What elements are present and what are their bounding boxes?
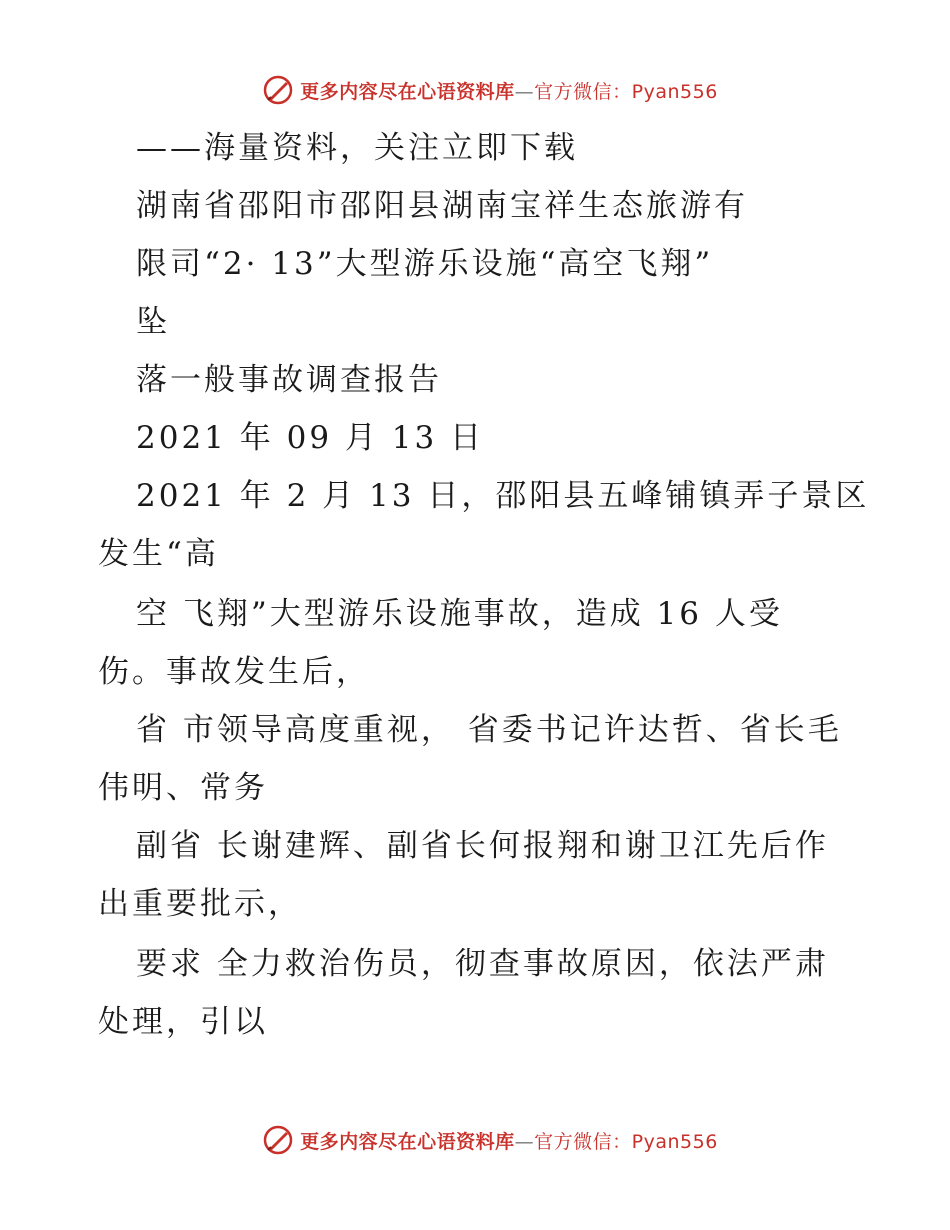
watermark-wechat: 官方微信：Pyan556 <box>534 1130 718 1153</box>
text-line: 处理，引以 <box>98 1004 268 1040</box>
text-line: 落一般事故调查报告 <box>136 362 442 398</box>
header-watermark-inner <box>262 74 718 106</box>
header-watermark-banner <box>0 70 950 110</box>
text-line: 要求 全力救治伤员，彻查事故原因，依法严肃 <box>136 946 829 982</box>
text-line: 省 市领导高度重视， 省委书记许达哲、省长毛 <box>136 712 842 748</box>
watermark-brand: 更多内容尽在心语资料库 <box>300 80 515 103</box>
watermark-separator: — <box>514 80 535 103</box>
text-line: 伟明、常务 <box>98 770 268 806</box>
text-line: 2021 年 09 月 13 日 <box>136 420 485 456</box>
text-line: 伤。事故发生后， <box>98 654 370 690</box>
text-line: 湖南省邵阳市邵阳县湖南宝祥生态旅游有 <box>136 188 748 224</box>
text-line: 坠 <box>136 304 170 340</box>
footer-watermark-banner <box>0 1120 950 1160</box>
text-line: 2021 年 2 月 13 日，邵阳县五峰铺镇弄子景区 <box>136 478 870 514</box>
watermark-text <box>300 77 718 104</box>
text-line: 空 飞翔”大型游乐设施事故，造成 16 人受 <box>136 596 783 632</box>
quill-circle-logo-icon <box>262 1124 294 1156</box>
watermark-wechat: 官方微信：Pyan556 <box>534 80 718 103</box>
watermark-separator: — <box>514 1130 535 1153</box>
text-line: 发生“高 <box>98 536 219 572</box>
text-line: 副省 长谢建辉、副省长何报翔和谢卫江先后作 <box>136 828 829 864</box>
text-line: ——海量资料，关注立即下载 <box>136 130 578 166</box>
watermark-text <box>300 1127 718 1154</box>
footer-watermark-inner <box>262 1124 718 1156</box>
watermark-brand: 更多内容尽在心语资料库 <box>300 1130 515 1153</box>
text-line: 出重要批示， <box>98 886 302 922</box>
text-line: 限司“2· 13”大型游乐设施“高空飞翔” <box>136 246 714 282</box>
quill-circle-logo-icon <box>262 74 294 106</box>
